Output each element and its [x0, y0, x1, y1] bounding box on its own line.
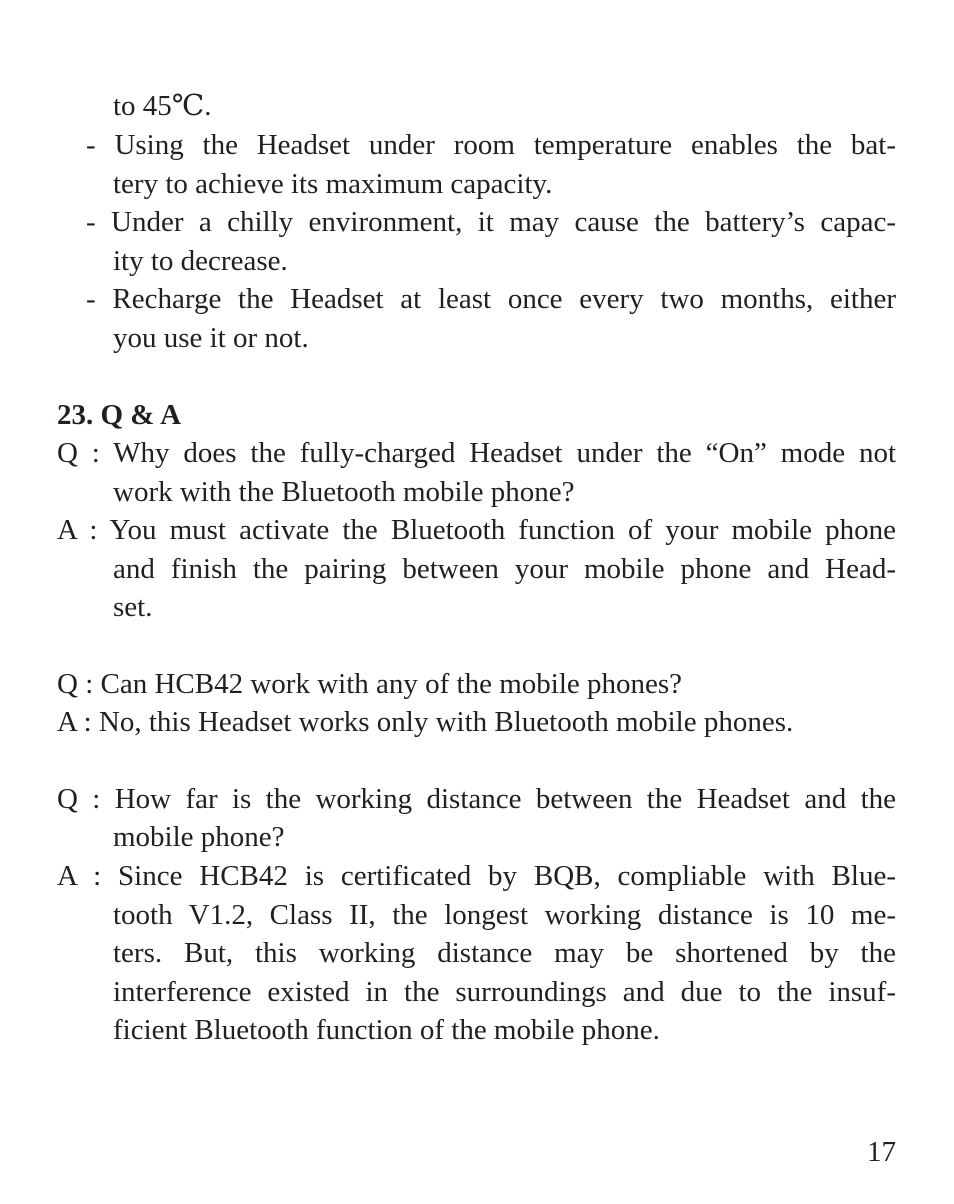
answer-1-line2: and finish the pairing between your mobile phone and Head-: [113, 553, 896, 585]
bullet-item-room-temperature-line1: - Using the Headset under room temperature enables the bat-: [86, 129, 896, 161]
question-1-line1: Q : Why does the fully-charged Headset under the “On” mode not: [57, 437, 896, 469]
answer-3-line3: ters. But, this working distance may be shortened by the: [113, 937, 896, 969]
section-heading: 23. Q & A: [57, 399, 182, 431]
bullet-item-recharge-line2: you use it or not.: [113, 322, 309, 354]
bullet-item-chilly-environment-line1: - Under a chilly environment, it may cause the battery’s capac-: [86, 206, 896, 238]
answer-3-line4: interference existed in the surroundings and due to the insuf-: [113, 976, 896, 1008]
answer-1-line3: set.: [113, 591, 153, 623]
question-2-line1: Q : Can HCB42 work with any of the mobile phones?: [57, 668, 683, 700]
bullet-item-room-temperature-line2: tery to achieve its maximum capacity.: [113, 168, 553, 200]
page-number: 17: [867, 1136, 896, 1168]
answer-2-line1: A : No, this Headset works only with Bluetooth mobile phones.: [57, 706, 794, 738]
answer-3-line2: tooth V1.2, Class II, the longest working distance is 10 me-: [113, 899, 896, 931]
question-3-line1: Q : How far is the working distance between the Headset and the: [57, 783, 896, 815]
answer-3-line5: ficient Bluetooth function of the mobile phone.: [113, 1014, 660, 1046]
question-3-line2: mobile phone?: [113, 821, 285, 853]
answer-1-line1: A : You must activate the Bluetooth function of your mobile phone: [57, 514, 896, 546]
bullet-item-recharge-line1: - Recharge the Headset at least once every two months, either: [86, 283, 896, 315]
question-1-line2: work with the Bluetooth mobile phone?: [113, 476, 575, 508]
temperature-continuation: to 45℃.: [113, 90, 212, 122]
bullet-item-chilly-environment-line2: ity to decrease.: [113, 245, 288, 277]
answer-3-line1: A : Since HCB42 is certificated by BQB, compliable with Blue-: [57, 860, 896, 892]
